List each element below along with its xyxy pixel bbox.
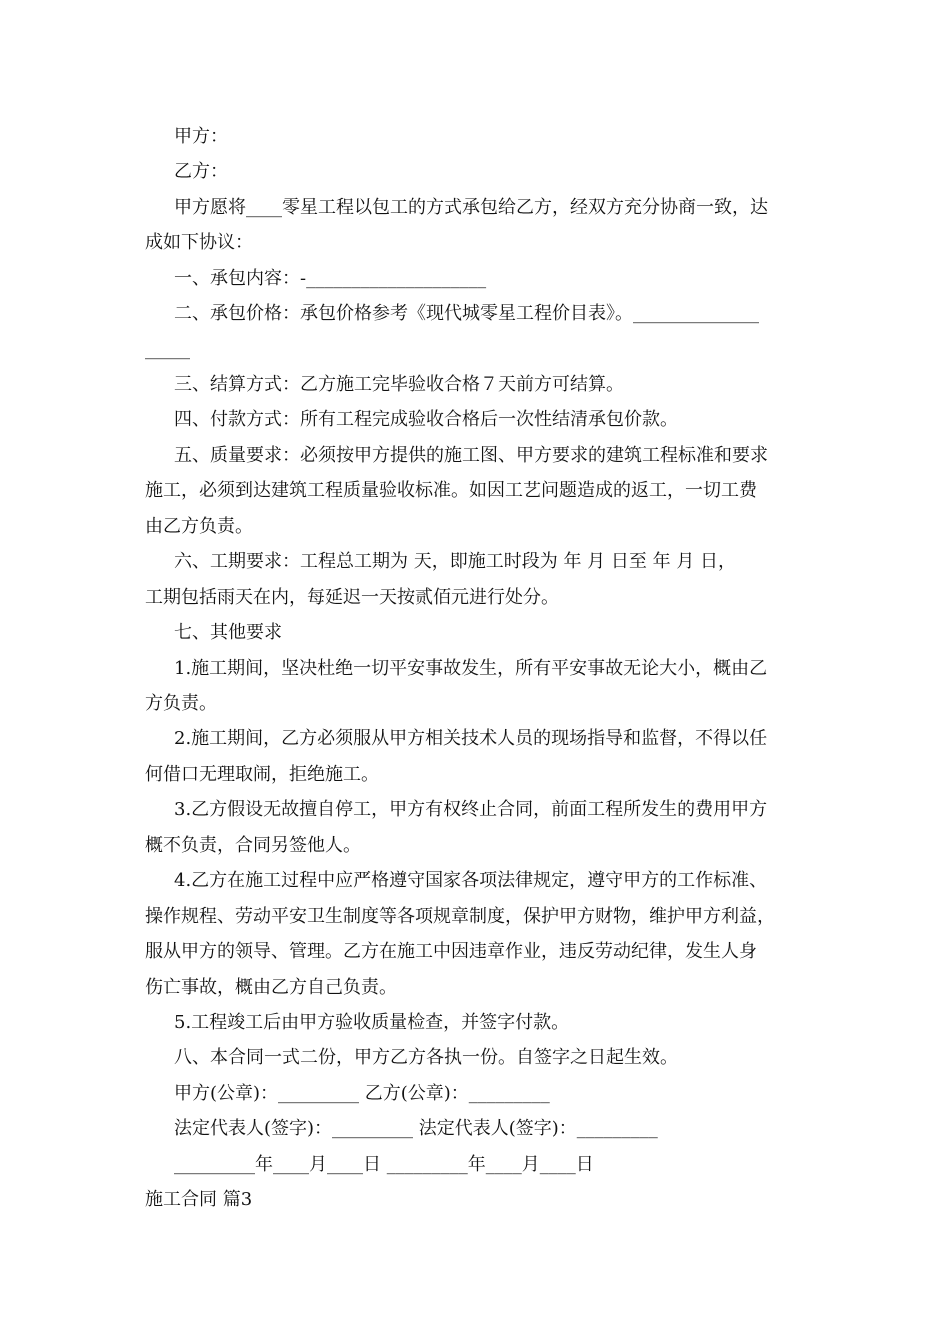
intro-paragraph-line-1: 甲方愿将____零星工程以包工的方式承包给乙方，经双方充分协商一致，达 [174, 197, 768, 218]
clause-3-line: 三、结算方式：乙方施工完毕验收合格７天前方可结算。 [174, 374, 624, 395]
representative-signature-line: 法定代表人(签字)：_________ 法定代表人(签字)：_________ [174, 1118, 658, 1139]
clause-8-line: 八、本合同一式二份，甲方乙方各执一份。自签字之日起生效。 [174, 1047, 678, 1068]
seal-line: 甲方(公章)：_________ 乙方(公章)：_________ [174, 1083, 550, 1104]
item-4-line-3: 服从甲方的领导、管理。乙方在施工中因违章作业，违反劳动纪律，发生人身 [145, 941, 757, 962]
clause-2-line-1: 二、承包价格：承包价格参考《现代城零星工程价目表》。______________ [174, 303, 759, 324]
date-line: _________年____月____日 _________年____月____日 [174, 1154, 594, 1175]
item-2-line-1: 2.施工期间，乙方必须服从甲方相关技术人员的现场指导和监督，不得以任 [174, 728, 768, 749]
item-1-line-2: 方负责。 [145, 693, 217, 714]
clause-5-line-1: 五、质量要求：必须按甲方提供的施工图、甲方要求的建筑工程标准和要求 [174, 445, 768, 466]
clause-6-line-1: 六、工期要求：工程总工期为 天，即施工时段为 年 月 日至 年 月 日， [174, 551, 737, 572]
item-4-line-4: 伤亡事故，概由乙方自己负责。 [145, 977, 397, 998]
item-4-line-1: 4.乙方在施工过程中应严格遵守国家各项法律规定，遵守甲方的工作标准、 [174, 870, 768, 891]
item-3-line-2: 概不负责，合同另签他人。 [145, 835, 361, 856]
clause-1-line: 一、承包内容：-____________________ [174, 268, 487, 289]
clause-5-line-3: 由乙方负责。 [145, 516, 253, 537]
clause-5-line-2: 施工，必须到达建筑工程质量验收标准。如因工艺问题造成的返工，一切工费 [145, 480, 757, 501]
clause-2-line-2: _____ [145, 339, 190, 360]
item-5-line: 5.工程竣工后由甲方验收质量检查，并签字付款。 [174, 1012, 570, 1033]
item-1-line-1: 1.施工期间，坚决杜绝一切平安事故发生，所有平安事故无论大小，概由乙 [174, 658, 768, 679]
item-3-line-1: 3.乙方假设无故擅自停工，甲方有权终止合同，前面工程所发生的费用甲方 [174, 799, 768, 820]
clause-6-line-2: 工期包括雨天在内，每延迟一天按贰佰元进行处分。 [145, 587, 559, 608]
item-4-line-2: 操作规程、劳动平安卫生制度等各项规章制度，保护甲方财物，维护甲方利益， [145, 906, 775, 927]
party-b-line: 乙方： [174, 161, 228, 182]
party-a-line: 甲方： [174, 126, 228, 147]
clause-4-line: 四、付款方式：所有工程完成验收合格后一次性结清承包价款。 [174, 409, 678, 430]
item-2-line-2: 何借口无理取闹，拒绝施工。 [145, 764, 379, 785]
clause-7-heading: 七、其他要求 [174, 622, 282, 643]
section-title: 施工合同 篇3 [145, 1189, 253, 1210]
intro-paragraph-line-2: 成如下协议： [145, 232, 253, 253]
